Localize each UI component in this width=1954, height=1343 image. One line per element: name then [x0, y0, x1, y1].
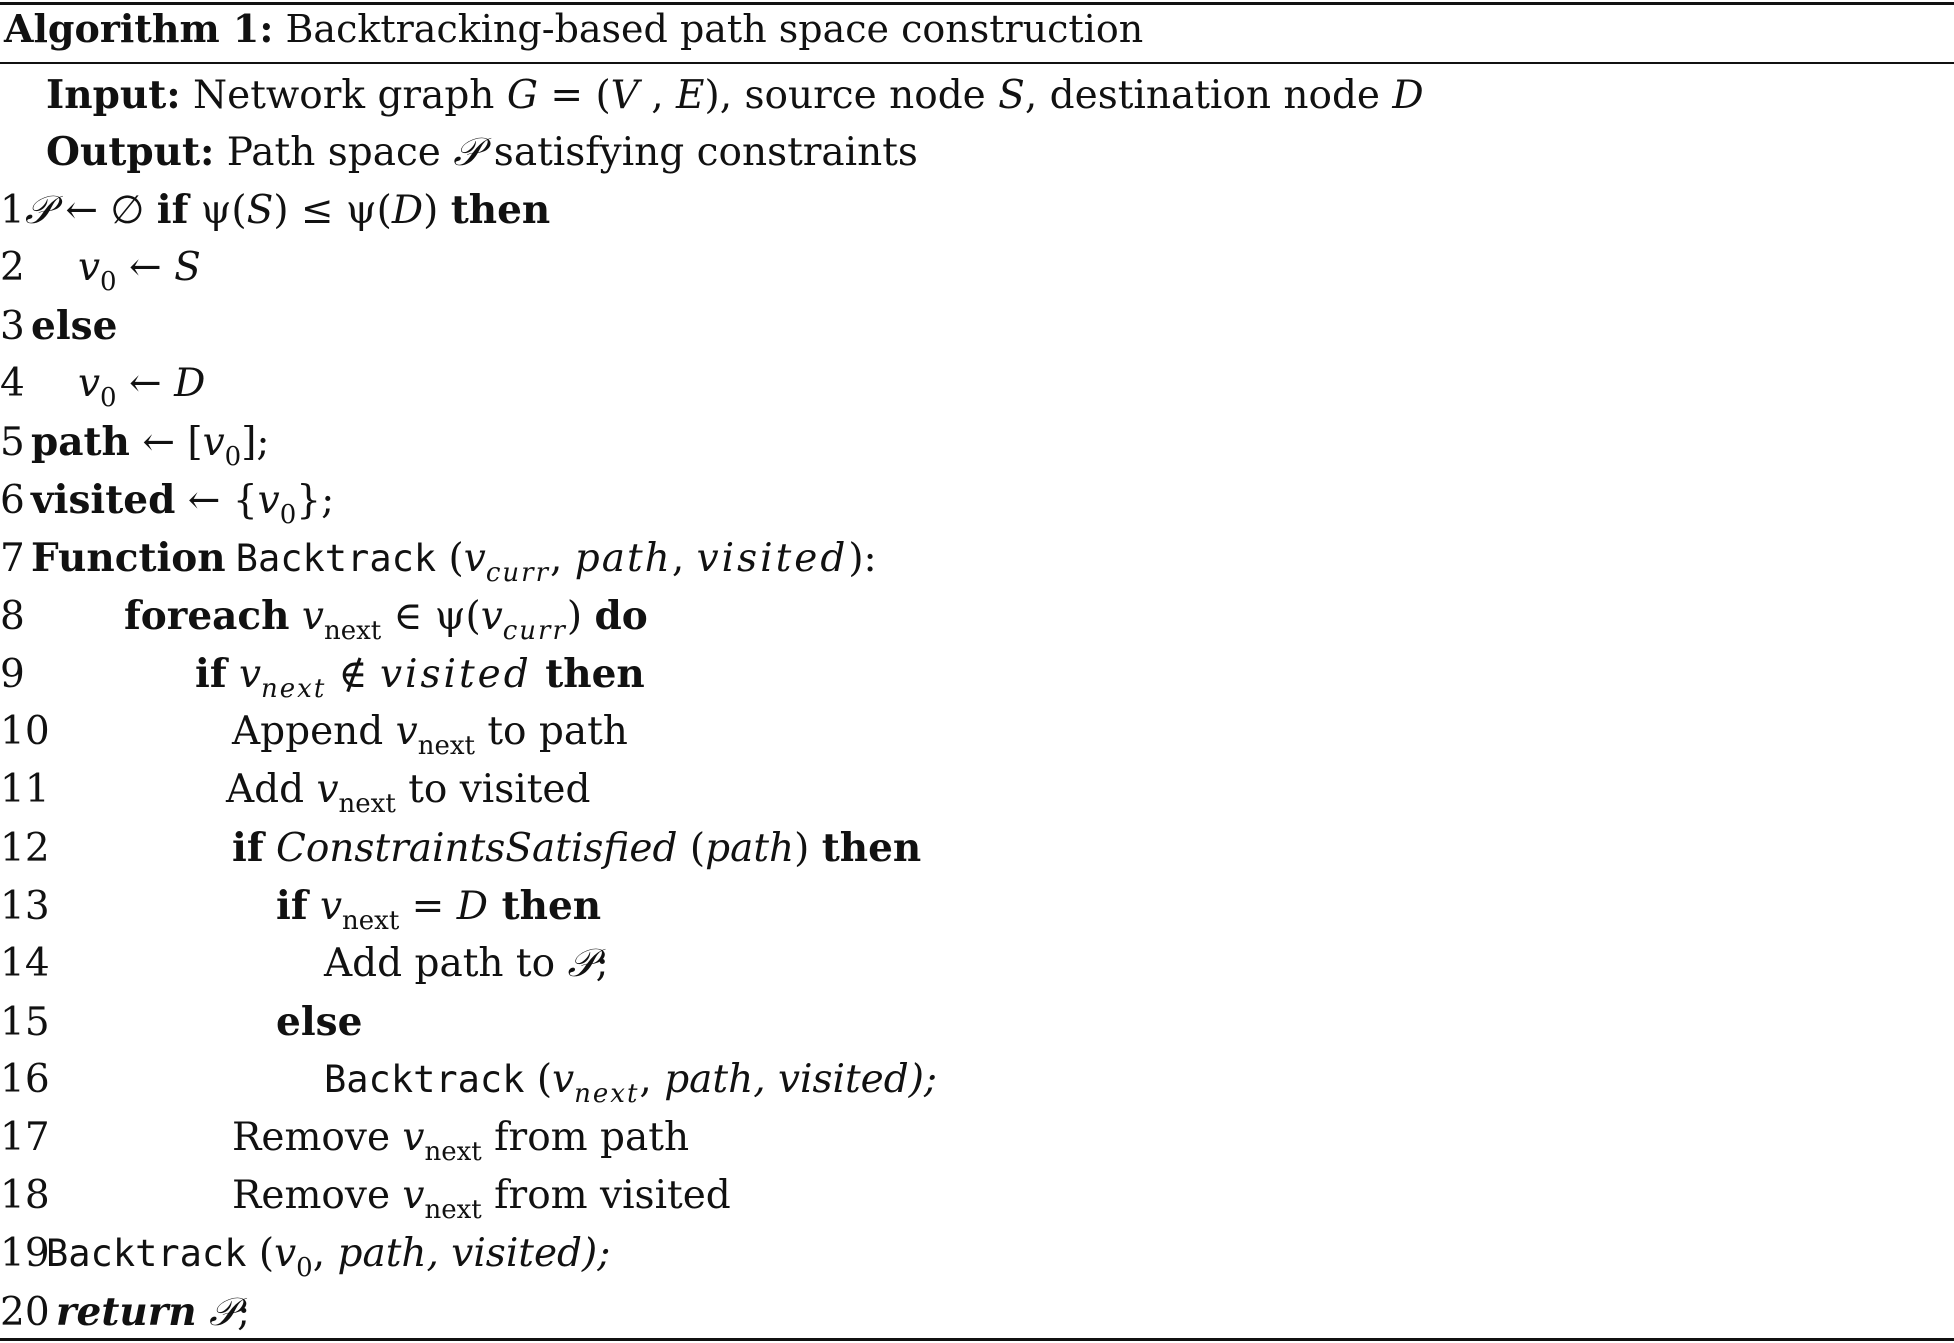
line-number: 17 — [0, 1115, 50, 1160]
output-text-b: satisfying constraints — [481, 130, 918, 175]
v-symbol: v — [307, 884, 343, 929]
line-number: 16 — [0, 1057, 50, 1102]
remove-target: from visited — [481, 1173, 731, 1218]
v-subscript: 0 — [296, 1253, 313, 1283]
algo-line-20 — [0, 1283, 250, 1341]
paren-open: ( — [677, 826, 706, 871]
input-text: Network graph — [193, 73, 507, 118]
path-space-symbol: 𝒫 — [567, 941, 596, 986]
add-text: Add — [226, 767, 317, 812]
assign-close: }; — [296, 478, 335, 523]
line-number: 14 — [0, 941, 50, 986]
v-subscript: next — [342, 906, 400, 936]
add-path-text: Add path to — [324, 941, 568, 986]
source-symbol: S — [998, 73, 1025, 118]
line-number: 7 — [0, 536, 25, 581]
v-subscript: next — [417, 731, 475, 761]
v-subscript: next — [261, 674, 327, 704]
line-number: 2 — [0, 245, 25, 290]
element-of: ∈ ψ( — [381, 594, 481, 639]
algo-line-1 — [0, 181, 550, 239]
assign-empty: ← ∅ — [52, 188, 157, 233]
line-number: 11 — [0, 767, 50, 812]
visited-variable: visited — [31, 477, 176, 523]
not-element-of: ∉ — [326, 652, 380, 697]
v-symbol: v — [463, 536, 486, 581]
line-number: 10 — [0, 709, 50, 754]
keyword-if: if — [195, 651, 227, 697]
v-symbol: v — [402, 1115, 425, 1160]
v-subscript: 0 — [279, 500, 297, 530]
line-number: 6 — [0, 478, 25, 523]
paren-open: ( — [246, 1231, 275, 1276]
visited-param: visited — [696, 536, 849, 581]
comma: , — [550, 536, 575, 581]
path-space-symbol: 𝒫 — [196, 1290, 238, 1335]
keyword-else: else — [276, 999, 363, 1045]
line-number: 12 — [0, 826, 50, 871]
remove-text: Remove — [232, 1115, 403, 1160]
destination-symbol: D — [391, 188, 424, 233]
v-subscript: next — [424, 1137, 482, 1167]
paren-close: ): — [848, 536, 877, 581]
v-symbol: v — [257, 478, 280, 523]
v-symbol: v — [226, 652, 262, 697]
algo-line-19 — [0, 1225, 610, 1283]
comma: , — [671, 536, 697, 581]
keyword-if: if — [156, 187, 189, 233]
v-subscript: next — [424, 1195, 482, 1225]
algo-line-6 — [0, 471, 334, 529]
v-symbol: v — [78, 361, 101, 406]
algo-line-3 — [0, 297, 117, 355]
keyword-if: if — [232, 825, 264, 871]
remove-target: from path — [481, 1115, 690, 1160]
v-symbol: v — [78, 245, 101, 290]
line-number: 20 — [0, 1290, 50, 1335]
algo-line-17 — [0, 1109, 689, 1167]
destination-symbol: D — [1392, 73, 1424, 118]
visited-param: visited — [379, 652, 532, 697]
constraints-function: ConstraintsSatisfied — [263, 826, 678, 871]
v-symbol: v — [402, 1173, 425, 1218]
v-subscript: 0 — [100, 267, 117, 297]
input-text-b: ), source node — [704, 73, 999, 118]
line-number: 9 — [0, 652, 25, 697]
output-line — [46, 123, 918, 181]
output-label: Output: — [46, 129, 215, 175]
append-text: Append — [232, 709, 396, 754]
keyword-foreach: foreach — [124, 593, 290, 639]
psi-compare: ) ≤ ψ( — [273, 188, 392, 233]
input-text-c: , destination node — [1024, 73, 1393, 118]
paren-close: ) — [566, 594, 595, 639]
caption-label: Algorithm 1: — [4, 6, 274, 51]
psi-open: ψ( — [188, 188, 247, 233]
v-symbol: v — [316, 767, 339, 812]
psi-close: ) — [423, 188, 451, 233]
destination-symbol: D — [174, 361, 206, 406]
v-symbol: v — [552, 1057, 575, 1102]
bottom-rule — [0, 1338, 1954, 1341]
algo-line-11 — [0, 761, 590, 819]
v-subscript: next — [574, 1079, 640, 1109]
algo-line-10 — [0, 703, 628, 761]
algo-line-4 — [0, 355, 205, 413]
keyword-then: then — [488, 883, 602, 929]
algorithm-caption — [4, 0, 1143, 60]
v-subscript: 0 — [224, 442, 242, 472]
remove-text: Remove — [232, 1173, 403, 1218]
line-number: 18 — [0, 1173, 50, 1218]
algo-line-2 — [0, 239, 201, 297]
keyword-then: then — [450, 187, 551, 233]
comma: , — [312, 1231, 338, 1276]
v-subscript: next — [338, 789, 396, 819]
paren-open: ( — [524, 1057, 553, 1102]
algo-line-15 — [0, 993, 362, 1051]
input-comma: , — [638, 73, 677, 118]
algo-line-13 — [0, 877, 601, 935]
algo-line-8 — [0, 587, 648, 645]
path-variable: path — [31, 419, 130, 465]
semicolon: ; — [237, 1290, 251, 1335]
comma: , — [639, 1057, 665, 1102]
graph-symbol: G — [506, 73, 538, 118]
destination-symbol: D — [456, 884, 489, 929]
keyword-if: if — [276, 883, 308, 929]
add-target: to visited — [395, 767, 591, 812]
path-param: path — [574, 536, 672, 581]
line-number: 4 — [0, 361, 25, 406]
path-space-symbol: 𝒫 — [24, 188, 53, 233]
edge-symbol: E — [676, 73, 705, 118]
input-line — [46, 66, 1424, 124]
input-eq: = ( — [537, 73, 611, 118]
semicolon: ; — [595, 941, 609, 986]
v-subscript: curr — [485, 558, 550, 588]
line-number: 13 — [0, 884, 50, 929]
v-subscript: next — [323, 616, 382, 646]
line-number: 3 — [0, 304, 25, 349]
keyword-function: Function — [31, 535, 226, 581]
keyword-do: do — [594, 593, 648, 639]
v-subscript: 0 — [100, 383, 117, 413]
call-args: path, visited); — [337, 1231, 611, 1276]
algo-line-14 — [0, 935, 609, 993]
algo-line-9 — [0, 645, 645, 703]
algo-line-12 — [0, 819, 921, 877]
function-name: Backtrack — [235, 537, 437, 580]
keyword-else: else — [31, 303, 118, 349]
keyword-then: then — [531, 651, 645, 697]
v-subscript: curr — [502, 616, 567, 646]
line-number: 1 — [0, 188, 25, 233]
assign-open: ← [ — [129, 420, 203, 465]
path-param: path — [705, 826, 795, 871]
algo-line-7 — [0, 529, 877, 587]
assign-arrow: ← — [116, 361, 175, 406]
append-target: to path — [474, 709, 628, 754]
function-name: Backtrack — [324, 1058, 525, 1101]
source-symbol: S — [246, 188, 274, 233]
assign-close: ]; — [241, 420, 270, 465]
v-symbol: v — [289, 594, 324, 639]
output-text: Path space — [226, 130, 454, 175]
v-symbol: v — [202, 420, 225, 465]
function-name: Backtrack — [46, 1232, 247, 1275]
algo-line-16 — [0, 1051, 937, 1109]
line-number: 15 — [0, 1000, 50, 1045]
assign-arrow: ← — [116, 245, 175, 290]
paren-open: ( — [436, 536, 464, 581]
source-symbol: S — [174, 245, 201, 290]
line-number: 19 — [0, 1231, 50, 1276]
keyword-then: then — [821, 825, 922, 871]
v-symbol: v — [395, 709, 418, 754]
v-symbol: v — [274, 1231, 297, 1276]
path-space-symbol: 𝒫 — [453, 130, 482, 175]
line-number: 5 — [0, 420, 25, 465]
caption-rule — [0, 62, 1954, 64]
input-label: Input: — [46, 72, 181, 118]
line-number: 8 — [0, 594, 25, 639]
vertex-symbol: V — [610, 73, 639, 118]
equals: = — [399, 884, 457, 929]
caption-title: Backtracking-based path space construction — [285, 7, 1144, 51]
keyword-return: return — [56, 1289, 197, 1335]
call-args: path, visited); — [664, 1057, 938, 1102]
paren-close: ) — [794, 826, 822, 871]
algo-line-5 — [0, 413, 270, 471]
assign-open: ← { — [175, 478, 258, 523]
v-symbol: v — [480, 594, 503, 639]
algo-line-18 — [0, 1167, 731, 1225]
